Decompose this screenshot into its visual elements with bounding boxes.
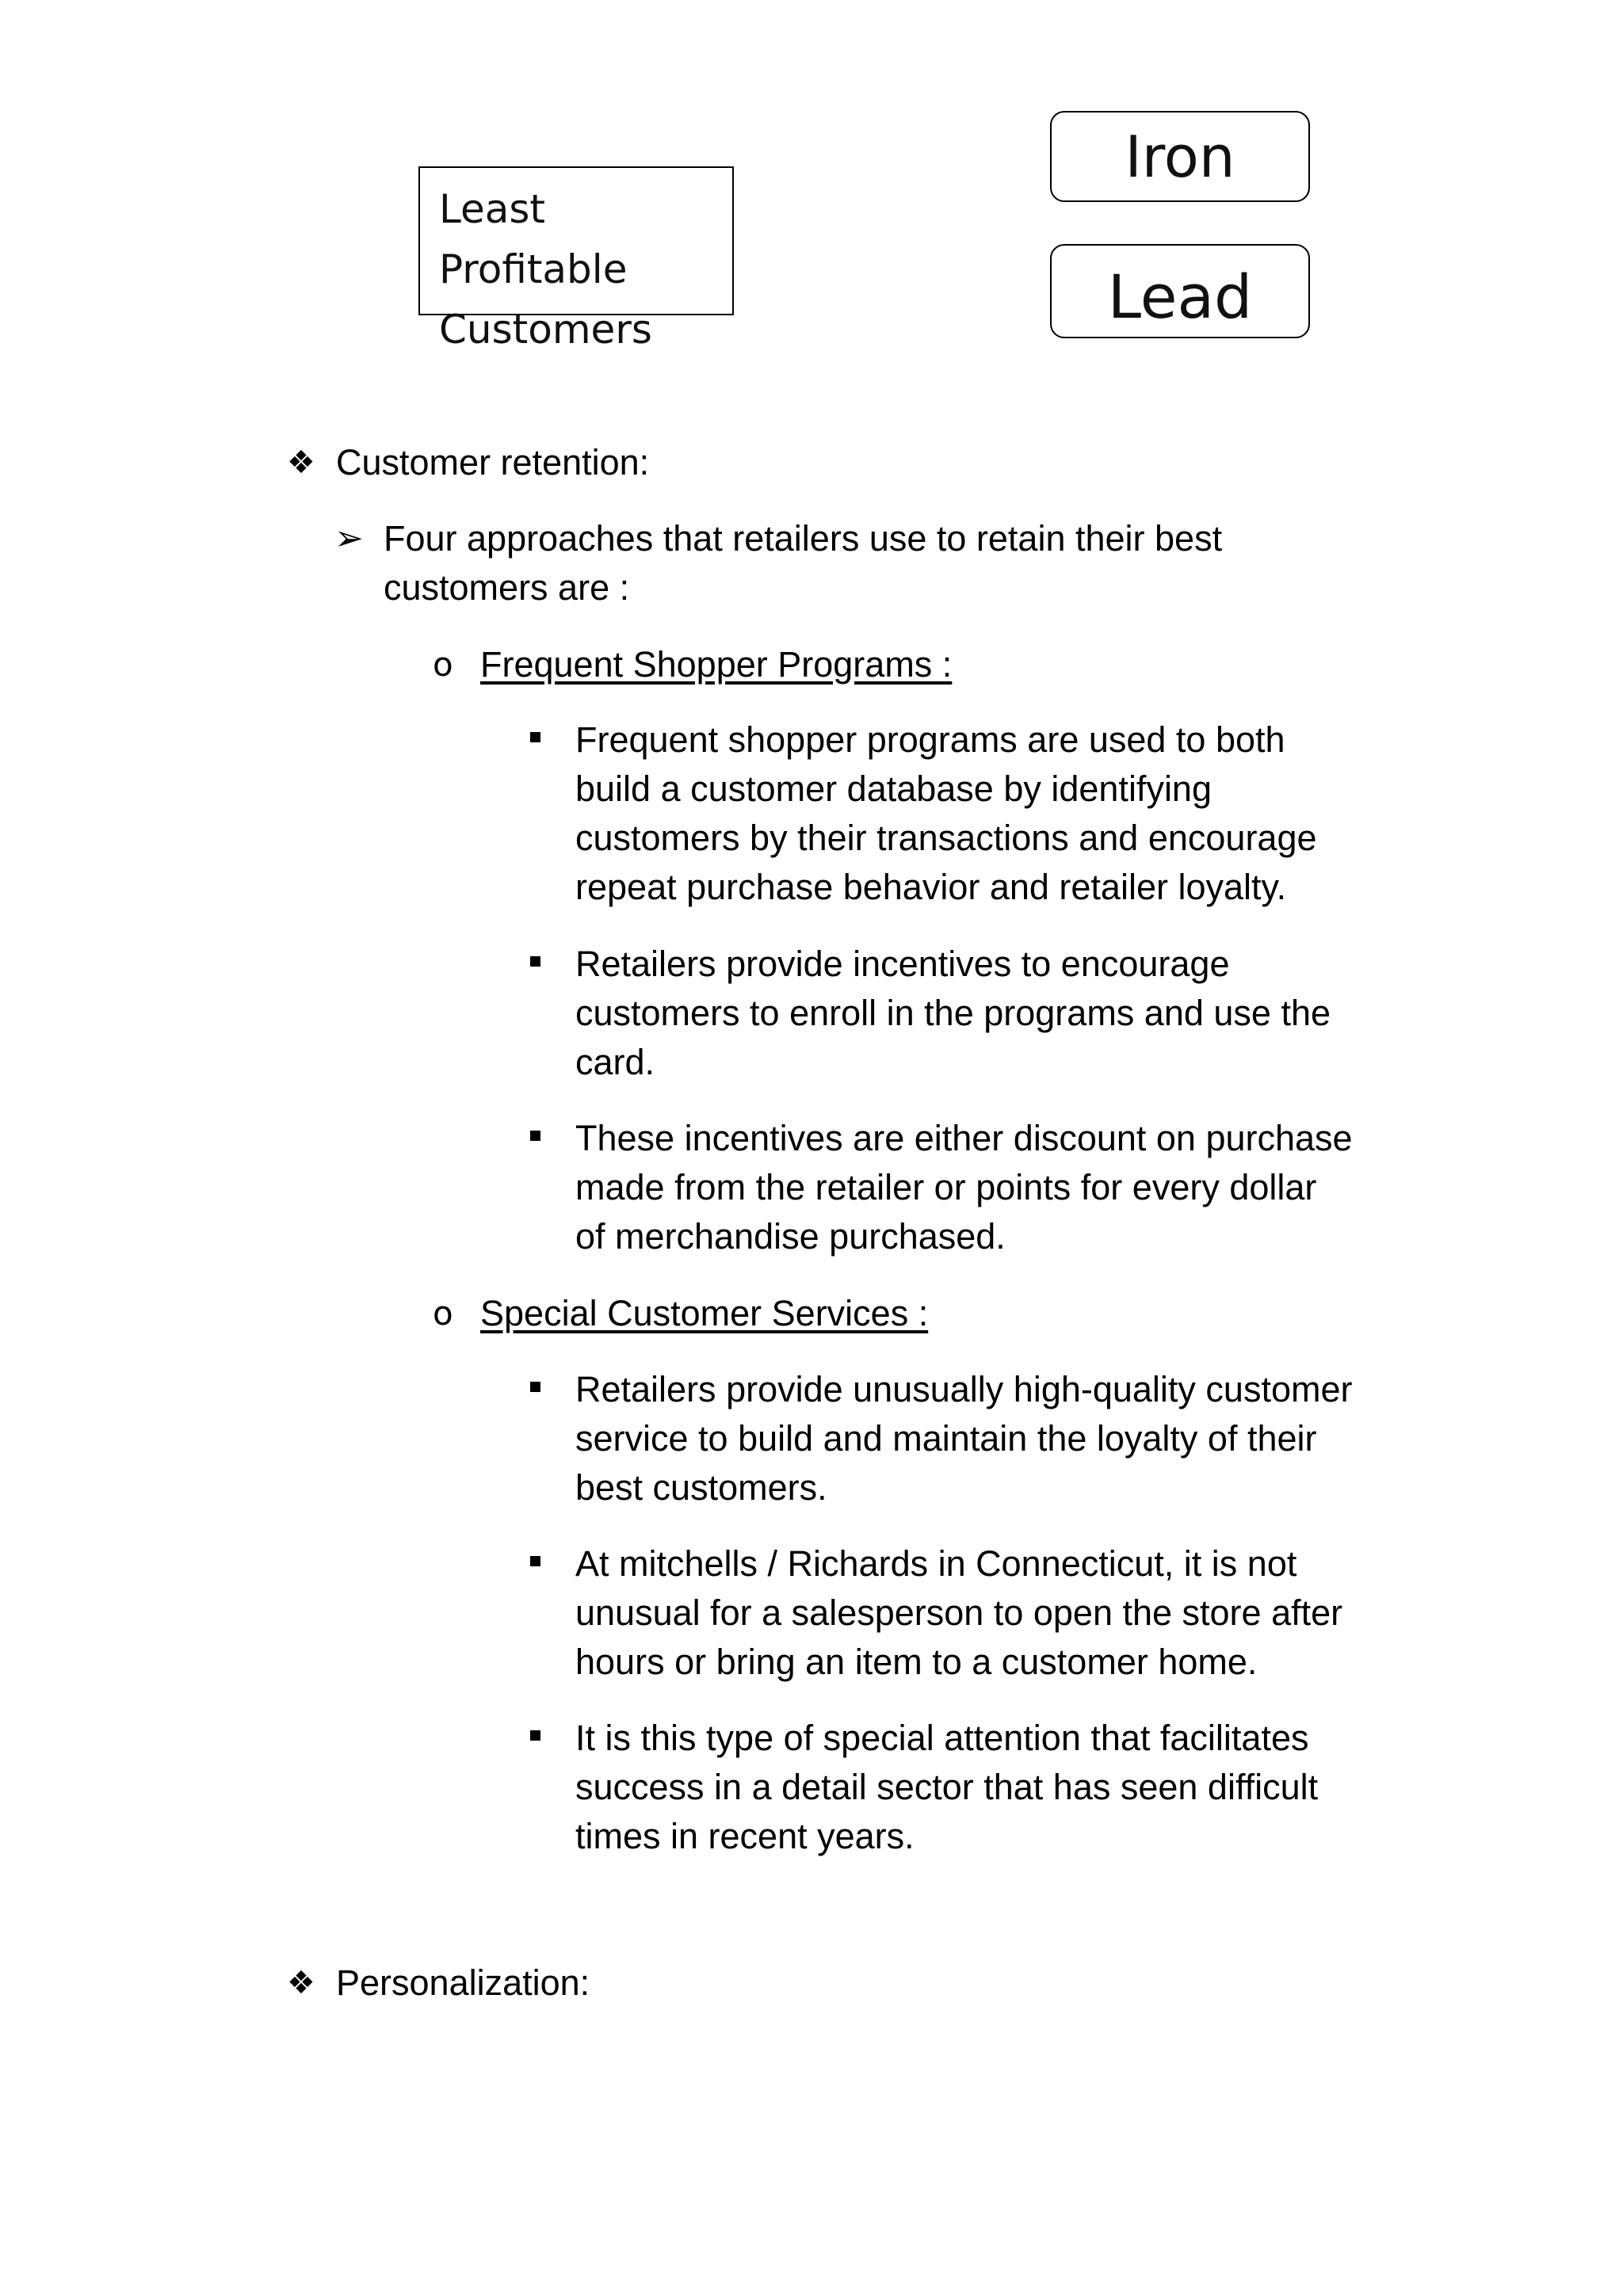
diamond-bullet-icon: ❖: [287, 1965, 315, 2001]
subheading-special-services: Special Customer Services :: [480, 1293, 929, 1333]
frequent-bullet-2-line-3: card.: [575, 1042, 655, 1082]
frequent-bullet-3-line-2: made from the retailer or points for every dollar: [575, 1167, 1317, 1207]
intro-line-2: customers are :: [384, 567, 630, 608]
square-bullet-icon: [530, 1382, 540, 1392]
special-bullet-2-line-2: unusual for a salesperson to open the store after: [575, 1592, 1343, 1633]
circle-bullet-icon: o: [433, 1294, 453, 1333]
least-profitable-customers-box: [418, 166, 734, 353]
special-bullet-2-line-1: At mitchells / Richards in Connecticut, it is not: [575, 1543, 1297, 1584]
subheading-frequent-shopper: Frequent Shopper Programs :: [480, 644, 953, 685]
square-bullet-icon: [530, 1131, 540, 1141]
special-bullet-1-line-3: best customers.: [575, 1467, 827, 1508]
frequent-bullet-1-line-2: build a customer database by identifying: [575, 769, 1212, 809]
frequent-bullet-2-line-1: Retailers provide incentives to encourage: [575, 944, 1230, 984]
lead-box: Lead: [1050, 244, 1310, 338]
special-bullet-1-line-2: service to build and maintain the loyalty of their: [575, 1418, 1317, 1459]
frequent-bullet-1-line-4: repeat purchase behavior and retailer loyalty.: [575, 867, 1287, 907]
square-bullet-icon: [530, 732, 540, 742]
square-bullet-icon: [530, 1556, 540, 1566]
square-bullet-icon: [530, 1730, 540, 1741]
special-bullet-3-line-2: success in a detail sector that has seen difficult: [575, 1767, 1319, 1807]
special-bullet-2-line-3: hours or bring an item to a customer home.: [575, 1642, 1258, 1682]
frequent-bullet-3-line-1: These incentives are either discount on purchase: [575, 1118, 1353, 1158]
circle-bullet-icon: o: [433, 645, 453, 684]
intro-line-1: Four approaches that retailers use to retain their best: [384, 518, 1223, 559]
diamond-bullet-icon: ❖: [287, 444, 315, 481]
arrow-bullet-icon: ➢: [334, 518, 364, 559]
special-bullet-3-line-3: times in recent years.: [575, 1816, 915, 1856]
frequent-bullet-1-line-1: Frequent shopper programs are used to both: [575, 719, 1285, 760]
square-bullet-icon: [530, 956, 540, 967]
frequent-bullet-1-line-3: customers by their transactions and encourage: [575, 818, 1317, 858]
frequent-bullet-2-line-2: customers to enroll in the programs and use the: [575, 993, 1331, 1033]
frequent-bullet-3-line-3: of merchandise purchased.: [575, 1216, 1006, 1257]
special-bullet-1-line-1: Retailers provide unusually high-quality customer: [575, 1369, 1353, 1409]
least-profitable-line-2: Customers: [439, 307, 652, 353]
special-bullet-3-line-1: It is this type of special attention that facilitates: [575, 1718, 1309, 1758]
heading-customer-retention: Customer retention:: [336, 442, 650, 482]
iron-box: Iron: [1050, 111, 1310, 202]
least-profitable-line-1: Least Profitable: [439, 186, 628, 292]
heading-personalization: Personalization:: [336, 1962, 590, 2003]
